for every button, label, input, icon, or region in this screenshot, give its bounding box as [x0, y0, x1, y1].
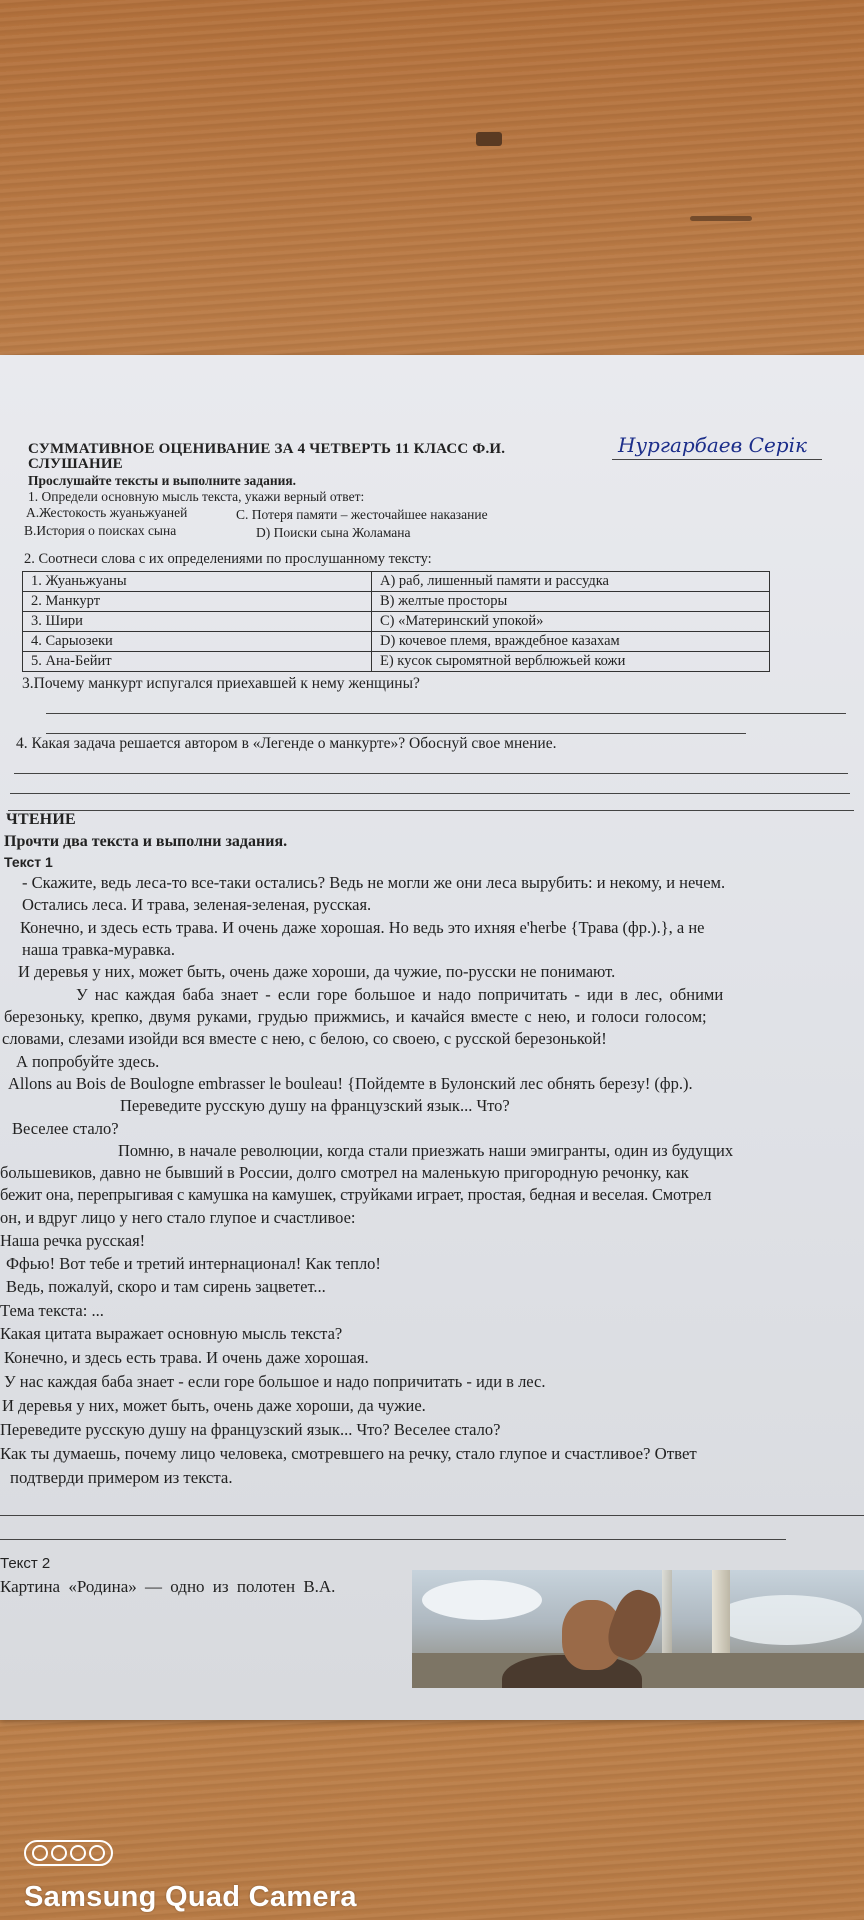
text-1-line: он, и вдруг лицо у него стало глупое и счастливое: — [0, 1208, 356, 1227]
text-1-line: Переведите русскую душу на французский язык... Что? — [120, 1096, 510, 1115]
worksheet-title: СУММАТИВНОЕ ОЦЕНИВАНИЕ ЗА 4 ЧЕТВЕРТЬ 11 КЛАСС Ф.И. — [28, 441, 506, 457]
student-signature: Нургарбаев Серік — [618, 433, 807, 457]
text-2-line: Картина «Родина» — одно из полотен В.А. — [0, 1577, 336, 1596]
answer-line — [14, 773, 848, 774]
table-row — [23, 572, 770, 592]
wood-mark — [690, 216, 752, 221]
definition-cell: A) раб, лишенный памяти и рассудка — [372, 572, 770, 592]
q1-option-d: D) Поиски сына Жоламана — [256, 525, 411, 540]
text-1-line: Ффью! Вот тебе и третий интернационал! Как тепло! — [6, 1254, 381, 1273]
matching-table — [22, 571, 770, 672]
text-1-line: Конечно, и здесь есть трава. И очень даже хорошая. Но ведь это ихняя e'herbe {Трава (фр.).}, а не — [20, 918, 705, 937]
q1-option-c: C. Потеря памяти – жесточайшее наказание — [236, 507, 488, 522]
text-1-line: Наша речка русская! — [0, 1231, 146, 1250]
text-1-line: Ведь, пожалуй, скоро и там сирень зацветет... — [6, 1277, 326, 1296]
term-cell: 5. Ана-Бейит — [23, 652, 372, 672]
text-1-line: наша травка-муравка. — [22, 940, 175, 959]
table-row — [23, 612, 770, 632]
answer-line — [8, 810, 854, 811]
text-1-line: бежит она, перепрыгивая с камушка на камушек, струйками играет, простая, бедная и веселая. Смотрел — [0, 1185, 712, 1204]
task-line: И деревья у них, может быть, очень даже хороши, да чужие. — [2, 1396, 426, 1415]
q1-option-b: B.История о поисках сына — [24, 523, 177, 538]
definition-cell: B) желтые просторы — [372, 592, 770, 612]
snow-patch — [422, 1580, 542, 1620]
text-1-label: Текст 1 — [4, 854, 53, 870]
text-1-line: березоньку, крепко, двумя руками, грудью прижмись, и качайся вместе с нею, и голоси голосом; — [4, 1007, 707, 1026]
text-1-line: Allons au Bois de Boulogne embrasser le bouleau! {Пойдемте в Булонский лес обнять березу! (фр.). — [8, 1074, 693, 1093]
term-cell: 1. Жуаньжуаны — [23, 572, 372, 592]
text-1-line: И деревья у них, может быть, очень даже хороши, да чужие, по-русски не понимают. — [18, 962, 616, 981]
listening-instruction: Прослушайте тексты и выполните задания. — [28, 473, 297, 488]
answer-line — [0, 1539, 786, 1540]
table-row — [23, 632, 770, 652]
worksheet-paper — [0, 355, 864, 1720]
text-1-line: Остались леса. И трава, зеленая-зеленая, русская. — [22, 895, 372, 914]
term-cell: 4. Сарыозеки — [23, 632, 372, 652]
definition-cell: D) кочевое племя, враждебное казахам — [372, 632, 770, 652]
term-cell: 3. Шири — [23, 612, 372, 632]
reading-instruction: Прочти два текста и выполни задания. — [4, 833, 288, 850]
wood-knot — [476, 132, 502, 146]
term-cell: 2. Манкурт — [23, 592, 372, 612]
snow-patch — [712, 1595, 862, 1645]
painting-rodina-image — [412, 1570, 864, 1688]
section-listening-heading: СЛУШАНИЕ — [28, 456, 123, 472]
camera-watermark: Samsung Quad Camera — [24, 1881, 357, 1913]
text-1-line: словами, слезами изойди вся вместе с нею, с белою, со своею, с русской березонькой! — [2, 1029, 607, 1048]
answer-line — [0, 1515, 864, 1516]
answer-line — [10, 793, 850, 794]
name-underline — [612, 459, 822, 460]
text-1-line: Помню, в начале революции, когда стали приезжать наши эмигранты, один из будущих — [118, 1141, 734, 1160]
q1-option-a: A.Жестокость жуаньжуаней — [26, 505, 188, 520]
task-line: подтверди примером из текста. — [10, 1468, 233, 1487]
task-line: У нас каждая баба знает - если горе большое и надо попричитать - иди в лес. — [4, 1372, 546, 1391]
task-line: Тема текста: ... — [0, 1301, 104, 1320]
text-2-label: Текст 2 — [0, 1555, 51, 1572]
table-row — [23, 592, 770, 612]
text-1-line: Веселее стало? — [12, 1119, 119, 1138]
question-1: 1. Определи основную мысль текста, укажи верный ответ: — [28, 489, 365, 504]
task-line: Как ты думаешь, почему лицо человека, смотревшего на речку, стало глупое и счастливое? Ответ — [0, 1444, 697, 1463]
text-1-line: У нас каждая баба знает - если горе большое и надо попричитать - иди в лес, обними — [76, 985, 724, 1004]
camera-lens-badge-icon — [24, 1840, 113, 1866]
text-1-line: большевиков, давно не бывший в России, долго смотрел на маленькую пригородную речонку, как — [0, 1163, 689, 1182]
task-line: Конечно, и здесь есть трава. И очень даже хорошая. — [4, 1348, 369, 1367]
table-row — [23, 652, 770, 672]
question-3: 3.Почему манкурт испугался приехавшей к нему женщины? — [22, 675, 420, 692]
text-1-line: А попробуйте здесь. — [16, 1052, 160, 1071]
answer-line — [46, 713, 846, 714]
answer-line — [46, 733, 746, 734]
question-2: 2. Соотнеси слова с их определениями по прослушанному тексту: — [24, 551, 432, 567]
definition-cell: C) «Материнский упокой» — [372, 612, 770, 632]
task-line: Переведите русскую душу на французский язык... Что? Веселее стало? — [0, 1420, 501, 1439]
question-4: 4. Какая задача решается автором в «Легенде о манкурте»? Обоснуй свое мнение. — [16, 735, 557, 752]
text-1-line: - Скажите, ведь леса-то все-таки остались? Ведь не могли же они леса вырубить: и некому, и нечем. — [22, 873, 726, 892]
task-line: Какая цитата выражает основную мысль текста? — [0, 1324, 343, 1343]
section-reading-heading: ЧТЕНИЕ — [6, 811, 76, 828]
definition-cell: E) кусок сыромятной верблюжьей кожи — [372, 652, 770, 672]
